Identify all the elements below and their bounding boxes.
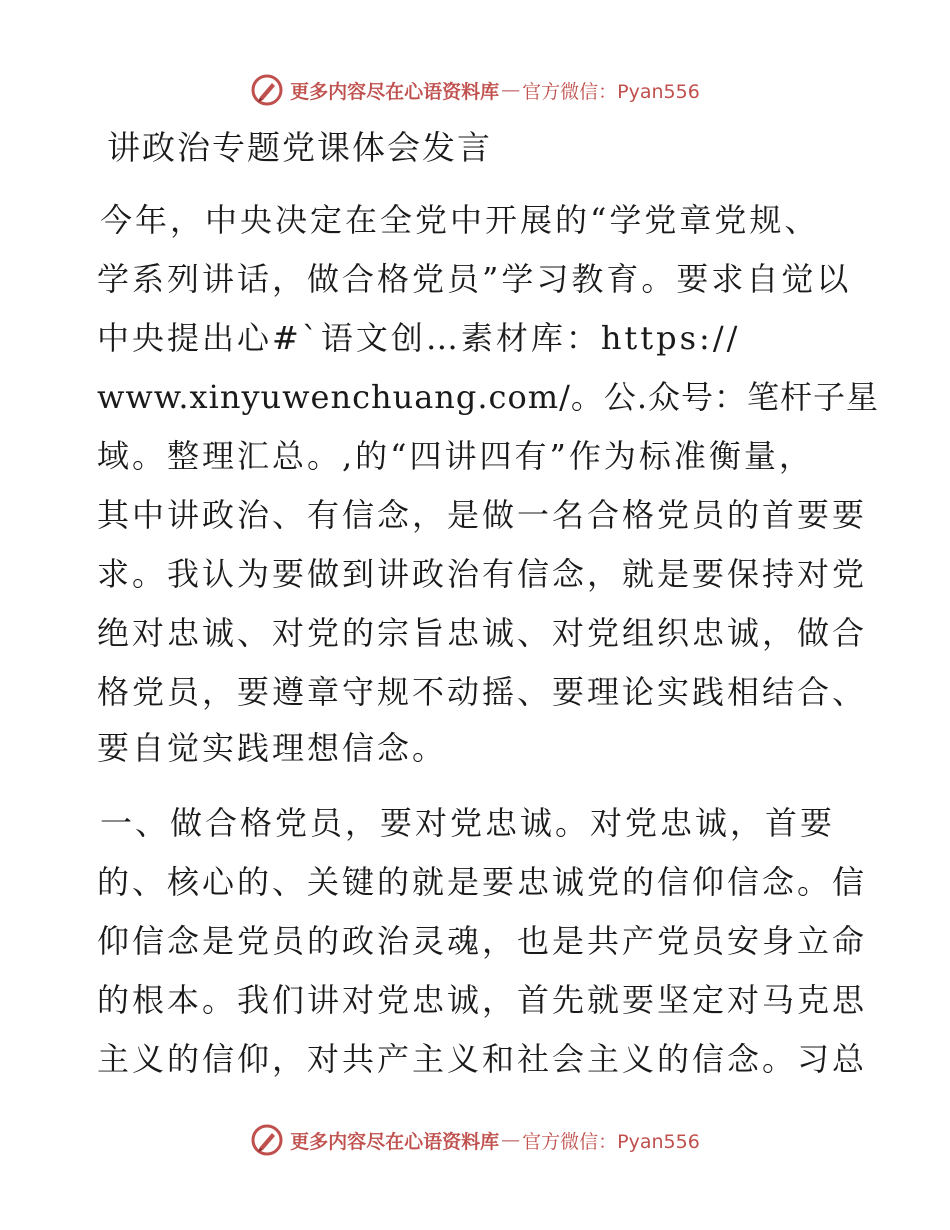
banner-separator: — [501, 1129, 521, 1151]
body-line: 中央提出心#`语文创…素材库：https:// [97, 319, 741, 357]
body-line: 一、做合格党员，要对党忠诚。对党忠诚，首要 [100, 804, 836, 842]
body-line: 今年，中央决定在全党中开展的“学党章党规、 [100, 201, 820, 239]
body-line: 要自觉实践理想信念。 [97, 729, 448, 767]
body-line: www.xinyuwenchuang.com/。公.众号：笔杆子星 [97, 378, 880, 416]
body-line: 绝对忠诚、对党的宗旨忠诚、对党组织忠诚，做合 [97, 614, 868, 652]
document-title: 讲政治专题党课体会发言 [107, 128, 492, 167]
banner-brand-text: 更多内容尽在心语资料库 [290, 80, 500, 103]
body-line: 仰信念是党员的政治灵魂，也是共产党员安身立命 [97, 922, 868, 960]
banner-official-wechat: 官方微信：Pyan556 [522, 1130, 700, 1153]
banner-separator: — [501, 79, 521, 101]
body-line: 格党员，要遵章守规不动摇、要理论实践相结合、 [97, 673, 868, 711]
pen-logo-icon [250, 73, 284, 107]
pen-logo-icon [250, 1123, 284, 1157]
body-line: 其中讲政治、有信念，是做一名合格党员的首要要 [97, 496, 868, 534]
body-line: 主义的信仰，对共产主义和社会主义的信念。习总 [97, 1040, 868, 1078]
body-line: 求。我认为要做到讲政治有信念，就是要保持对党 [97, 555, 868, 593]
banner-brand-text: 更多内容尽在心语资料库 [290, 1130, 500, 1153]
body-line: 学系列讲话，做合格党员”学习教育。要求自觉以 [97, 260, 852, 298]
body-line: 的、核心的、关键的就是要忠诚党的信仰信念。信 [97, 863, 868, 901]
banner-official-wechat: 官方微信：Pyan556 [522, 80, 700, 103]
body-line: 域。整理汇总。,的“四讲四有”作为标准衡量， [97, 437, 814, 475]
header-banner [0, 70, 950, 110]
footer-banner [0, 1120, 950, 1160]
body-line: 的根本。我们讲对党忠诚，首先就要坚定对马克思 [97, 981, 868, 1019]
